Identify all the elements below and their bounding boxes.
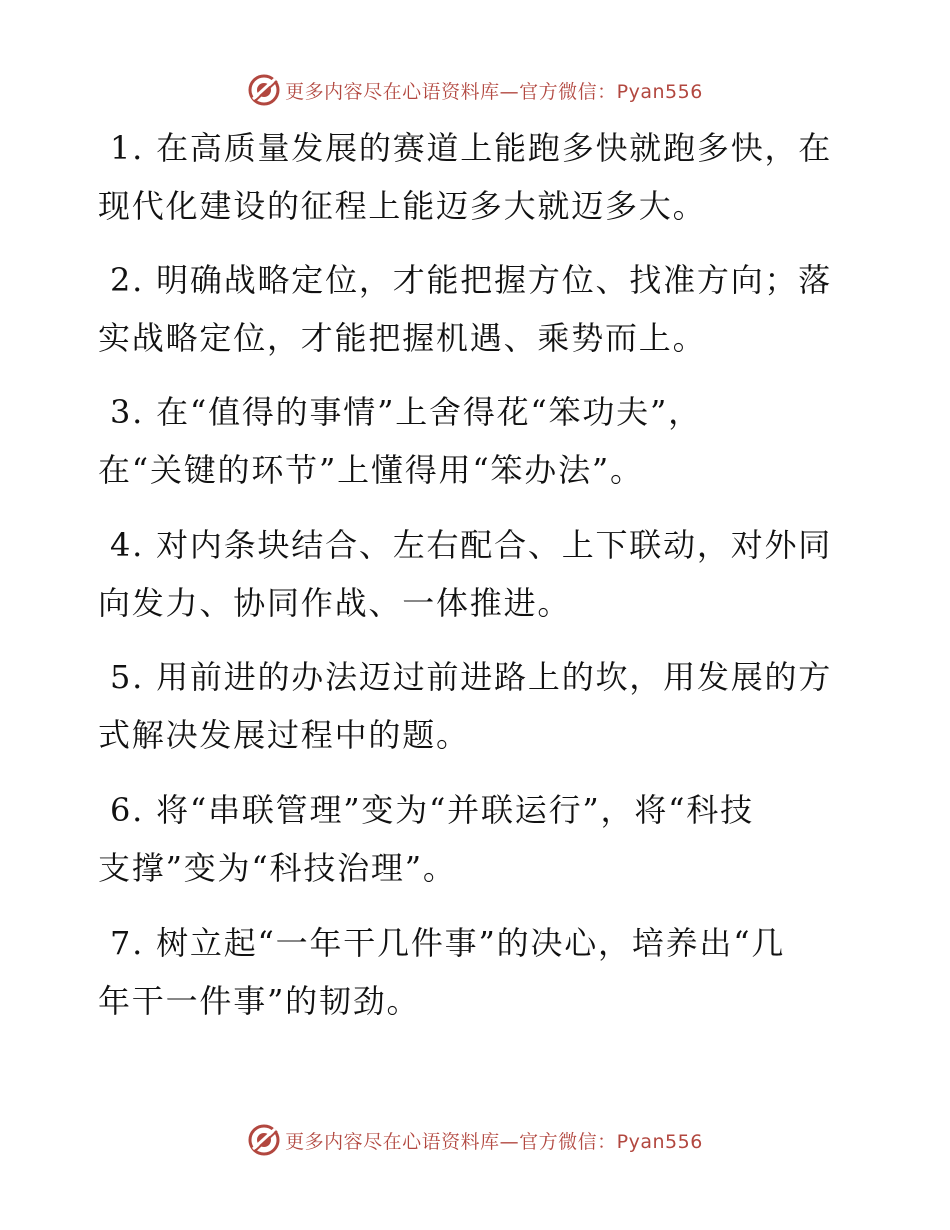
list-item-line: 3. 在“值得的事情”上舍得花“笨功夫”， bbox=[110, 393, 702, 431]
list-item-line: 1. 在高质量发展的赛道上能跑多快就跑多快，在 bbox=[110, 129, 833, 167]
list-item-line: 向发力、协同作战、一体推进。 bbox=[98, 584, 572, 622]
list-item bbox=[98, 914, 838, 1030]
list-item bbox=[98, 516, 838, 632]
list-item-line: 年干一件事”的韧劲。 bbox=[98, 982, 421, 1020]
header-banner-text: 更多内容尽在心语资料库—官方微信：Pyan556 bbox=[285, 80, 703, 103]
logo-icon bbox=[247, 1123, 281, 1157]
header-banner bbox=[0, 70, 950, 110]
list-item bbox=[98, 648, 838, 764]
list-item-line: 2. 明确战略定位，才能把握方位、找准方向；落 bbox=[110, 261, 833, 299]
footer-banner bbox=[0, 1120, 950, 1160]
list-item-line: 7. 树立起“一年干几件事”的决心，培养出“几 bbox=[110, 924, 786, 962]
list-item bbox=[98, 781, 838, 897]
list-item-line: 现代化建设的征程上能迈多大就迈多大。 bbox=[98, 187, 707, 225]
logo-icon bbox=[247, 73, 281, 107]
list-item-line: 5. 用前进的办法迈过前进路上的坎，用发展的方 bbox=[110, 658, 833, 696]
list-item-line: 实战略定位，才能把握机遇、乘势而上。 bbox=[98, 319, 707, 357]
list-item bbox=[98, 383, 838, 499]
list-item bbox=[98, 251, 838, 367]
list-item-line: 支撑”变为“科技治理”。 bbox=[98, 849, 457, 887]
list-item-line: 6. 将“串联管理”变为“并联运行”，将“科技 bbox=[110, 791, 754, 829]
list-item-line: 4. 对内条块结合、左右配合、上下联动，对外同 bbox=[110, 526, 833, 564]
footer-banner-text: 更多内容尽在心语资料库—官方微信：Pyan556 bbox=[285, 1130, 703, 1153]
list-item-line: 在“关键的环节”上懂得用“笨办法”。 bbox=[98, 451, 644, 489]
list-item-line: 式解决发展过程中的题。 bbox=[98, 716, 470, 754]
list-item bbox=[98, 119, 838, 235]
